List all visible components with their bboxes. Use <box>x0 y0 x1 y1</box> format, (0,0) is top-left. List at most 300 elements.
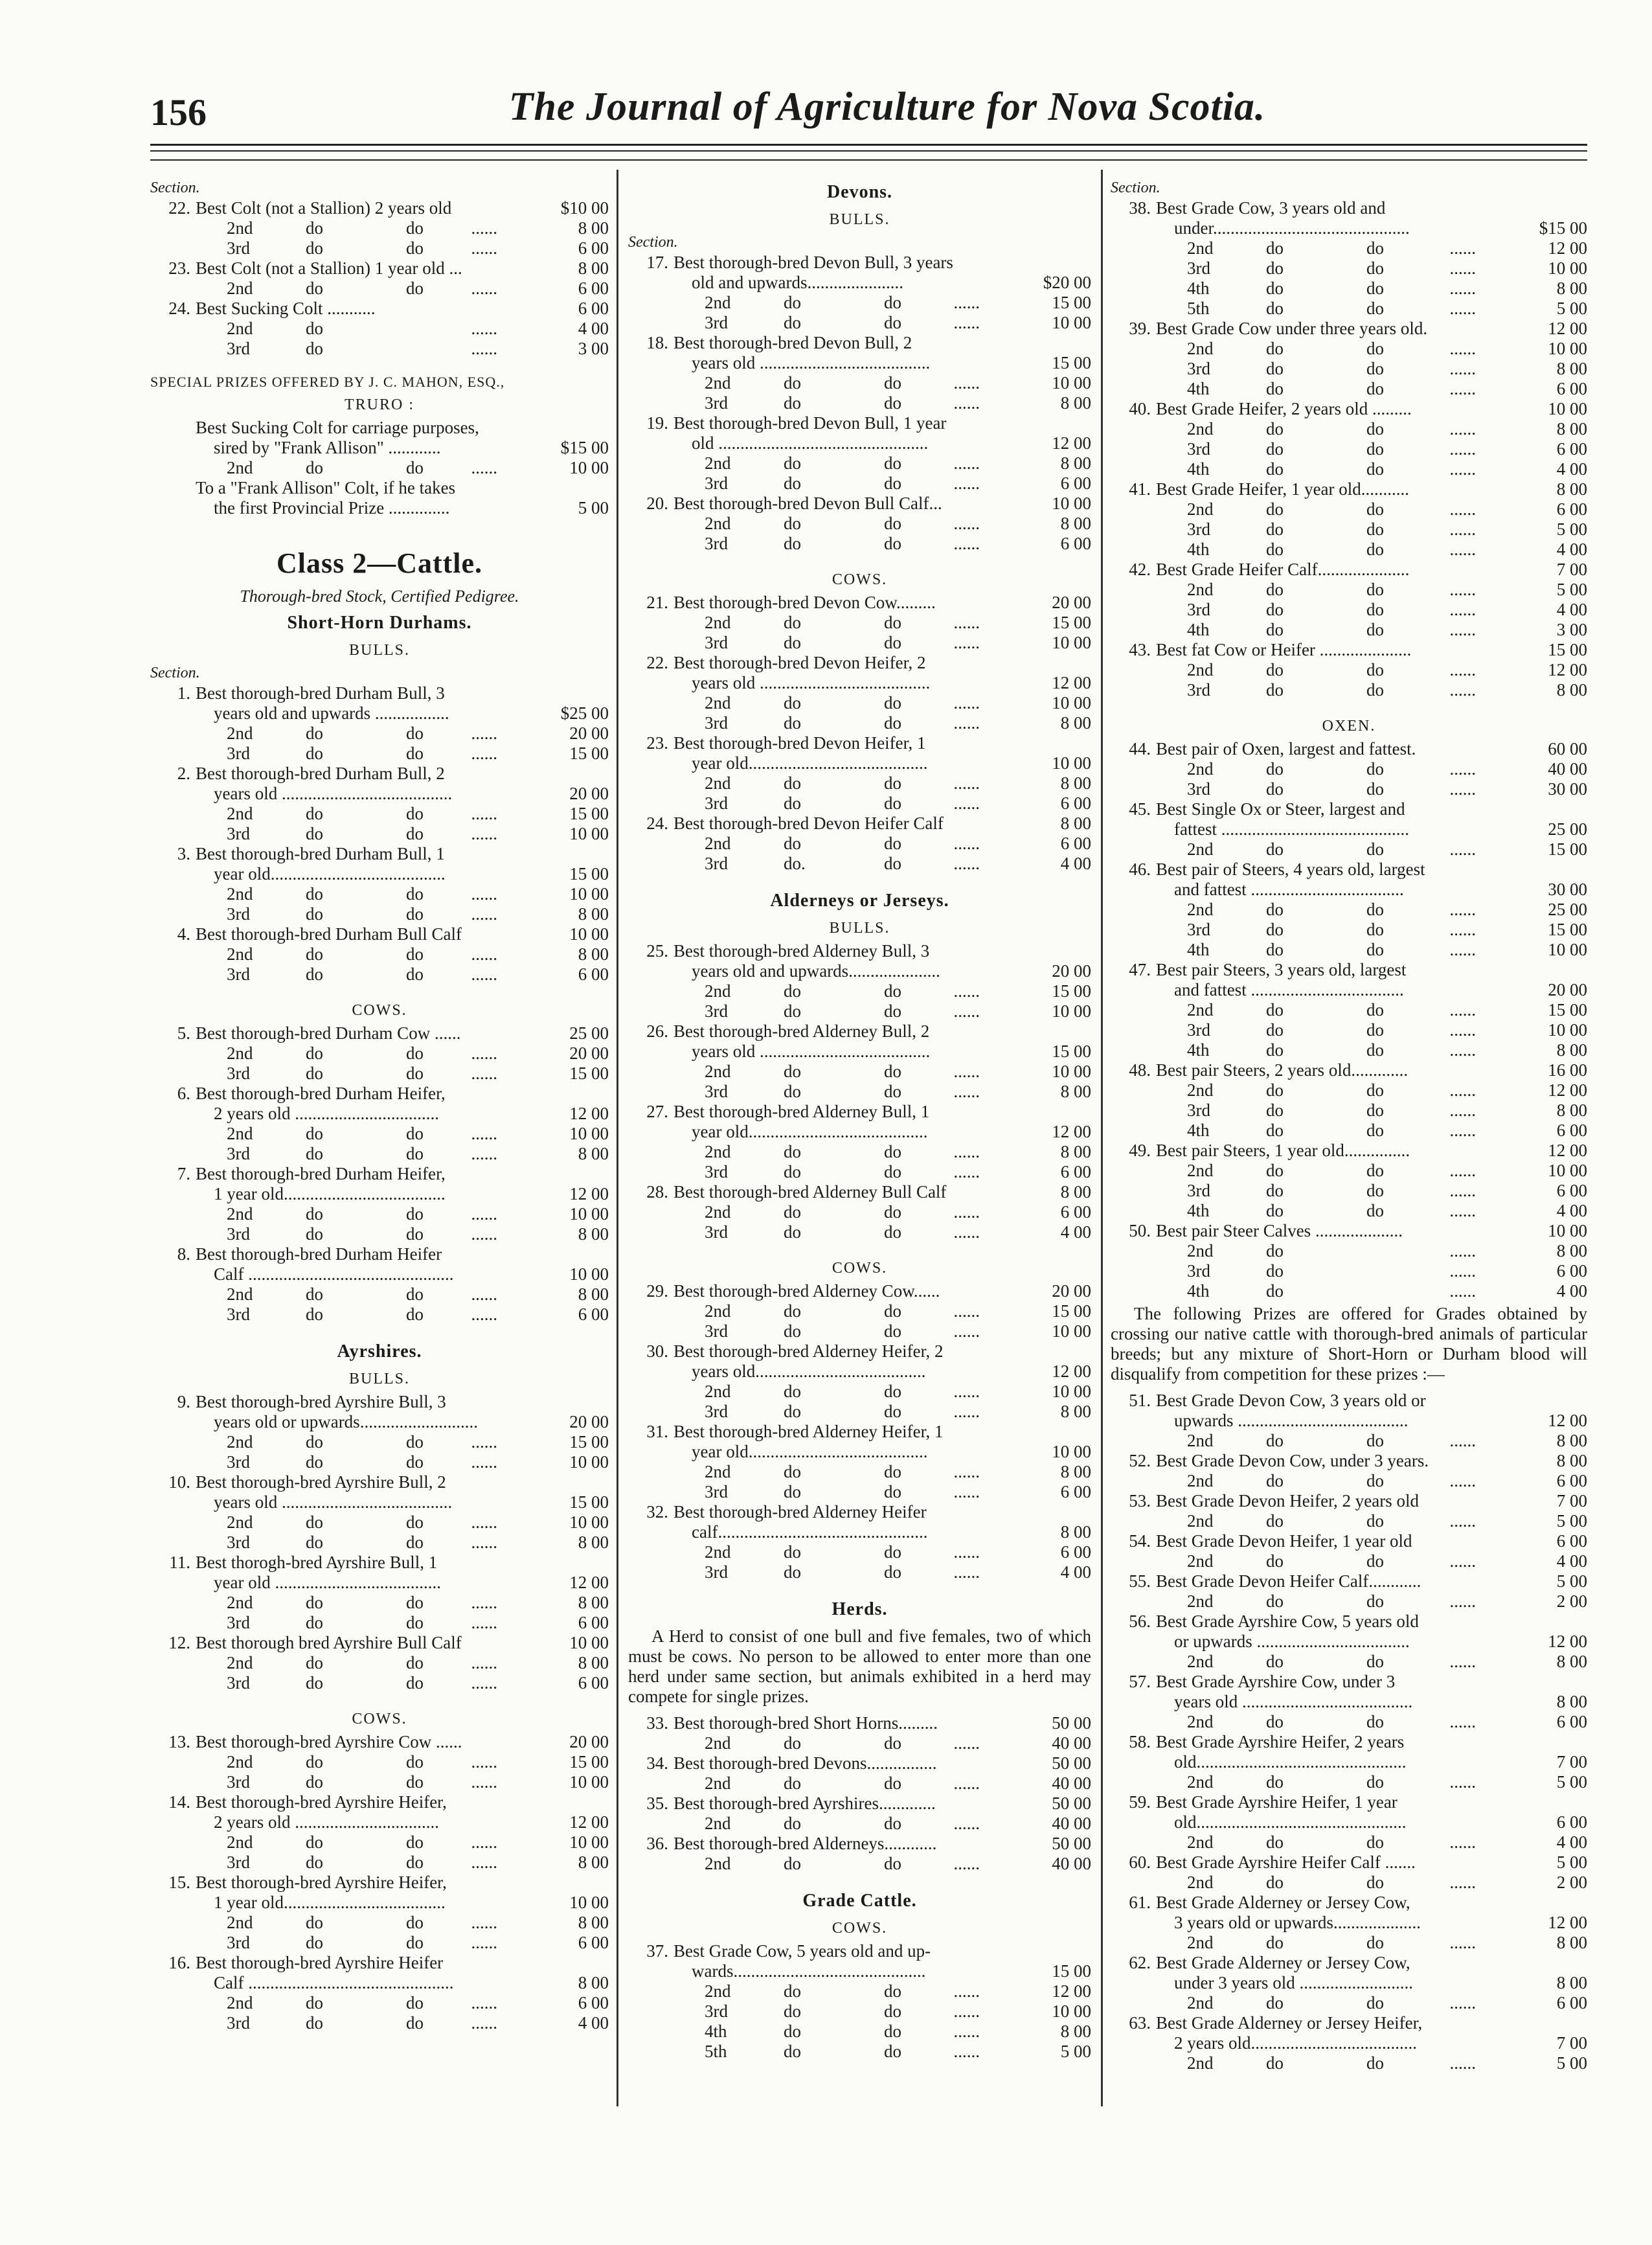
ditto-mark: do <box>1366 2053 1384 2073</box>
prize-rank-row <box>150 724 609 744</box>
section-number: 28. <box>646 1182 668 1202</box>
prize-entry-continued <box>1111 1411 1587 1431</box>
prize-amount: 10 00 <box>1052 1001 1091 1021</box>
ditto-mark: do <box>884 514 901 533</box>
prize-entry <box>628 1422 1091 1442</box>
prize-amount: 3 00 <box>1556 620 1587 639</box>
prize-amount: 6 00 <box>1060 1202 1091 1222</box>
prize-entry <box>1111 1852 1587 1873</box>
ditto-mark: do <box>406 218 424 238</box>
ditto-mark: do <box>784 1773 801 1793</box>
prize-amount: 2 00 <box>1556 1591 1587 1611</box>
ditto-mark: do <box>306 1933 323 1952</box>
prize-description: fattest ........................................... <box>1174 819 1409 839</box>
leader-dots: ...... <box>471 1043 497 1063</box>
ditto-mark: do <box>884 713 901 733</box>
prize-entry-continued <box>1111 2033 1587 2053</box>
prize-entry-continued <box>1111 1973 1587 1993</box>
ditto-mark: do <box>884 1202 901 1222</box>
prize-rank-row <box>150 279 609 299</box>
prize-description: Best thorough-bred Durham Heifer, <box>196 1084 446 1103</box>
leader-dots: ...... <box>1449 2053 1476 2073</box>
leader-dots: ...... <box>953 793 980 813</box>
rank-label: 3rd <box>1187 600 1210 619</box>
ditto-mark: do <box>884 2042 901 2061</box>
prize-entry <box>150 1472 609 1492</box>
prize-entry <box>1111 319 1587 339</box>
prize-rank-row <box>1111 1201 1587 1221</box>
prize-amount: 10 00 <box>569 1452 609 1472</box>
ditto-mark: do <box>884 1482 901 1501</box>
ditto-mark: do <box>884 773 901 793</box>
leader-dots: ...... <box>471 1284 497 1304</box>
prize-rank-row <box>150 1144 609 1164</box>
prize-amount: 8 00 <box>1556 1973 1587 1992</box>
ditto-mark: do <box>884 1462 901 1481</box>
ditto-mark: do <box>1266 299 1284 318</box>
leader-dots: ...... <box>953 313 980 332</box>
ditto-mark: do <box>784 1482 801 1501</box>
prize-entry-continued <box>150 703 609 724</box>
prize-amount: 10 00 <box>1052 1321 1091 1341</box>
ditto-mark: do <box>1266 1712 1284 1731</box>
prize-amount: 8 00 <box>578 1593 609 1612</box>
prize-description: Best thorough-bred Durham Bull, 3 <box>196 683 445 703</box>
prize-amount: 10 00 <box>1052 494 1091 513</box>
prize-amount: 10 00 <box>1052 633 1091 652</box>
prize-rank-row <box>1111 1000 1587 1020</box>
leader-dots: ...... <box>471 944 497 964</box>
ditto-mark: do <box>1366 620 1384 639</box>
prize-rank-row <box>150 1533 609 1553</box>
prize-rank-row <box>628 773 1091 793</box>
ditto-mark: do <box>406 1673 424 1692</box>
prize-amount: 6 00 <box>1060 1482 1091 1501</box>
rank-label: 3rd <box>227 1533 250 1552</box>
prize-description: Best thorough-bred Devon Bull, 2 <box>673 333 912 352</box>
subsection-heading: COWS. <box>352 1002 407 1019</box>
header-rule-bottom <box>150 159 1587 161</box>
section-number: 50. <box>1129 1221 1151 1240</box>
rank-label: 2nd <box>1187 1832 1214 1852</box>
ditto-mark: do <box>1266 1080 1284 1100</box>
rank-label: 2nd <box>1187 1471 1214 1490</box>
prize-amount: 40 00 <box>1052 1733 1091 1753</box>
prize-description: Best Grade Ayrshire Cow, under 3 <box>1156 1672 1396 1691</box>
prize-amount: 8 00 <box>1060 1142 1091 1161</box>
prize-rank-row <box>628 693 1091 713</box>
prize-description: Best Grade Devon Cow, 3 years old or <box>1156 1391 1426 1410</box>
prize-amount: 12 00 <box>1548 1411 1587 1430</box>
ditto-mark: do <box>1366 258 1384 278</box>
prize-description: Best Grade Alderney or Jersey Cow, <box>1156 1893 1410 1912</box>
prize-entry-continued <box>628 1042 1091 1062</box>
column-rule-1 <box>617 170 618 2106</box>
prize-entry-continued <box>628 1362 1091 1382</box>
subsection-heading: OXEN. <box>1322 718 1376 735</box>
prize-entry <box>1111 1612 1587 1632</box>
ditto-mark: do <box>784 1562 801 1582</box>
rank-label: 2nd <box>705 293 731 312</box>
prize-amount: 8 00 <box>578 904 609 924</box>
ditto-mark: do <box>1366 1121 1384 1140</box>
prize-amount: 15 00 <box>1052 353 1091 372</box>
section-number: 51. <box>1129 1391 1151 1410</box>
ditto-mark: do <box>884 534 901 553</box>
ditto-mark: do <box>1266 779 1284 799</box>
prize-entry <box>150 1164 609 1184</box>
prize-amount: 40 00 <box>1548 759 1587 779</box>
ditto-mark: do <box>1366 759 1384 779</box>
prize-rank-row <box>1111 238 1587 258</box>
ditto-mark: do <box>1266 839 1284 859</box>
ditto-mark: do <box>784 373 801 393</box>
prize-description: Best Grade Cow under three years old. <box>1156 319 1428 338</box>
ditto-mark: do <box>1366 580 1384 599</box>
prize-description: Best thorough-bred Alderney Bull, 3 <box>673 941 930 961</box>
prize-rank-row <box>150 319 609 339</box>
prize-amount: 12 00 <box>1548 1141 1587 1160</box>
ditto-mark: do <box>1366 1471 1384 1490</box>
prize-rank-row <box>1111 258 1587 279</box>
prize-amount: 6 00 <box>1556 1471 1587 1490</box>
prize-rank-row <box>150 804 609 824</box>
section-number: 25. <box>646 941 668 961</box>
ditto-mark: do <box>1266 459 1284 479</box>
prize-description: Best thorough-bred Ayrshires............. <box>673 1794 936 1813</box>
rank-label: 2nd <box>705 373 731 393</box>
prize-rank-row <box>1111 1652 1587 1672</box>
prize-amount: 50 00 <box>1052 1834 1091 1853</box>
prize-entry <box>628 1753 1091 1773</box>
prize-amount: 8 00 <box>1060 1402 1091 1421</box>
rank-label: 2nd <box>1187 900 1214 919</box>
section-number: 17. <box>646 253 668 272</box>
leader-dots: ...... <box>1449 1121 1476 1140</box>
spacer <box>628 1582 1091 1595</box>
rank-label: 3rd <box>227 1452 250 1472</box>
ditto-mark: do <box>784 1321 801 1341</box>
leader-dots: ...... <box>471 1613 497 1632</box>
rank-label: 2nd <box>705 613 731 632</box>
spacer <box>150 359 609 372</box>
prize-rank-row <box>1111 1121 1587 1141</box>
prize-amount: 4 00 <box>1060 854 1091 873</box>
prize-amount: 15 00 <box>569 864 609 883</box>
prize-entry <box>628 1713 1091 1733</box>
ditto-mark: do <box>1366 339 1384 358</box>
leader-dots: ...... <box>471 339 497 358</box>
ditto-mark: do <box>784 1854 801 1873</box>
prize-amount: 15 00 <box>569 1432 609 1452</box>
leader-dots: ...... <box>953 1142 980 1161</box>
ditto-mark: do <box>306 1144 323 1163</box>
prize-description: years old and upwards ................. <box>214 703 449 723</box>
prize-rank-row <box>1111 519 1587 540</box>
prize-entry <box>628 1941 1091 1961</box>
ditto-mark: do <box>784 793 801 813</box>
ditto-mark: do <box>406 1593 424 1612</box>
prize-description: Best Grade Ayrshire Cow, 5 years old <box>1156 1612 1419 1631</box>
leader-dots: ...... <box>471 238 497 258</box>
prize-amount: 60 00 <box>1548 739 1587 758</box>
section-number: 33. <box>646 1713 668 1733</box>
prize-description: Best thorough-bred Devon Heifer, 1 <box>673 733 926 753</box>
leader-dots: ...... <box>1449 439 1476 459</box>
ditto-mark: do <box>306 724 323 743</box>
prize-description: Best thorough-bred Devons................ <box>673 1753 937 1773</box>
rank-label: 3rd <box>705 2001 728 2021</box>
prize-amount: 16 00 <box>1548 1060 1587 1080</box>
ditto-mark: do <box>784 1814 801 1833</box>
leader-dots: ...... <box>1449 238 1476 258</box>
prize-amount: 5 00 <box>1556 2053 1587 2073</box>
rank-label: 2nd <box>227 319 253 338</box>
prize-description: Best Grade Devon Heifer, 2 years old <box>1156 1491 1420 1510</box>
ditto-mark: do <box>1266 1040 1284 1060</box>
rank-label: 3rd <box>227 1305 250 1324</box>
rank-label: 3rd <box>227 339 250 358</box>
ditto-mark: do <box>406 1452 424 1472</box>
rank-label: 3rd <box>1187 680 1210 700</box>
prize-description: Best pair of Oxen, largest and fattest. <box>1156 739 1416 758</box>
prize-amount: 12 00 <box>1052 433 1091 453</box>
prize-amount: 8 00 <box>1556 680 1587 700</box>
section-heading: Short-Horn Durhams. <box>287 613 472 633</box>
rank-label: 5th <box>705 2042 727 2061</box>
leader-dots: ...... <box>471 884 497 904</box>
leader-dots: ...... <box>953 1482 980 1501</box>
prize-rank-row <box>628 1482 1091 1502</box>
prize-amount: 12 00 <box>569 1184 609 1203</box>
ditto-mark: do <box>784 2001 801 2021</box>
ditto-mark: do <box>406 238 424 258</box>
prize-entry-continued <box>1111 880 1587 900</box>
rank-label: 3rd <box>227 1673 250 1692</box>
ditto-mark: do <box>1266 1431 1284 1450</box>
prize-rank-row <box>1111 1551 1587 1571</box>
prize-rank-row <box>1111 900 1587 920</box>
ditto-mark: do <box>1266 1873 1284 1892</box>
rank-label: 2nd <box>705 1773 731 1793</box>
prize-amount: 10 00 <box>1052 1382 1091 1401</box>
ditto-mark: do <box>1366 1100 1384 1120</box>
section-number: 18. <box>646 333 668 352</box>
leader-dots: ...... <box>1449 279 1476 298</box>
prize-rank-row <box>628 613 1091 633</box>
rank-label: 3rd <box>227 1064 250 1083</box>
leader-dots: ...... <box>1449 359 1476 378</box>
leader-dots: ...... <box>471 1064 497 1083</box>
prize-amount: 6 00 <box>1556 1181 1587 1200</box>
spacer <box>628 874 1091 887</box>
column-right <box>1111 178 1587 2073</box>
prize-rank-row <box>150 1832 609 1852</box>
ditto-mark: do <box>1266 540 1284 559</box>
section-number: 47. <box>1129 960 1151 979</box>
prize-rank-row <box>628 1301 1091 1321</box>
ditto-mark: do <box>1366 379 1384 398</box>
prize-description: calf................................................ <box>692 1522 928 1542</box>
ditto-mark: do <box>1266 439 1284 459</box>
prize-amount: 10 00 <box>1052 313 1091 332</box>
prize-rank-row <box>1111 1772 1587 1792</box>
prize-amount: $15 00 <box>560 438 609 457</box>
leader-dots: ...... <box>1449 940 1476 959</box>
prize-amount: 20 00 <box>569 1412 609 1431</box>
prize-rank-row <box>150 1852 609 1873</box>
section-number: 31. <box>646 1422 668 1441</box>
prize-description: Best thorough-bred Ayrshire Bull, 3 <box>196 1392 446 1411</box>
ditto-mark: do <box>884 834 901 853</box>
prize-description: Best Grade Alderney or Jersey Heifer, <box>1156 2013 1423 2033</box>
rank-label: 2nd <box>1187 1511 1214 1531</box>
ditto-mark: do <box>306 1064 323 1083</box>
ditto-mark: do <box>1266 419 1284 439</box>
ditto-mark: do <box>784 1402 801 1421</box>
ditto-mark: do <box>306 1452 323 1472</box>
ditto-mark: do <box>884 1062 901 1081</box>
ditto-mark: do <box>306 1224 323 1244</box>
prize-description: years old ....................................... <box>692 353 931 372</box>
ditto-mark: do <box>784 1382 801 1401</box>
prize-description: under 3 years old .......................... <box>1174 1973 1413 1992</box>
ditto-mark: do <box>406 279 424 298</box>
leader-dots: ...... <box>1449 1772 1476 1792</box>
prize-amount: 8 00 <box>578 1144 609 1163</box>
prize-amount: 50 00 <box>1052 1713 1091 1733</box>
prize-amount: 15 00 <box>569 1492 609 1512</box>
prize-rank-row <box>1111 1873 1587 1893</box>
leader-dots: ...... <box>953 1562 980 1582</box>
prize-description: Best thorough-bred Ayrshire Bull, 2 <box>196 1472 446 1492</box>
rank-label: 2nd <box>1187 759 1214 779</box>
prize-description: Calf ............................................... <box>214 1973 454 1992</box>
prize-amount: 6 00 <box>1556 1121 1587 1140</box>
prize-rank-row <box>150 1673 609 1693</box>
prize-rank-row <box>150 1124 609 1144</box>
prize-rank-row <box>628 1382 1091 1402</box>
prize-description: Best thorough-bred Durham Bull, 2 <box>196 764 445 783</box>
ditto-mark: do <box>406 1913 424 1932</box>
leader-dots: ...... <box>953 534 980 553</box>
ditto-mark: do <box>306 904 323 924</box>
rank-label: 2nd <box>705 981 731 1001</box>
prize-amount: 8 00 <box>1060 1082 1091 1101</box>
prize-description: upwards ....................................... <box>1174 1411 1409 1430</box>
prize-rank-row <box>1111 339 1587 359</box>
ditto-mark: do <box>1266 759 1284 779</box>
leader-dots: ...... <box>953 1733 980 1753</box>
prize-description: old and upwards...................... <box>692 273 903 292</box>
ditto-mark: do <box>784 713 801 733</box>
prize-amount: 12 00 <box>1548 660 1587 679</box>
prize-description: Best Grade Ayrshire Heifer, 2 years <box>1156 1732 1405 1751</box>
prize-amount: 4 00 <box>1060 1222 1091 1242</box>
ditto-mark: do <box>406 1653 424 1672</box>
prize-entry <box>628 941 1091 961</box>
prize-rank-row <box>1111 1471 1587 1491</box>
prize-amount: 6 00 <box>1556 1261 1587 1281</box>
rank-label: 3rd <box>227 744 250 763</box>
prize-description: Best thorough-bred Devon Bull, 1 year <box>673 413 947 433</box>
prize-rank-row <box>150 458 609 478</box>
rank-label: 2nd <box>705 1142 731 1161</box>
spacer <box>1111 700 1587 713</box>
prize-rank-row <box>1111 279 1587 299</box>
prize-description: 2 years old ................................. <box>214 1812 439 1832</box>
prize-amount: 4 00 <box>578 319 609 338</box>
prize-description: years old ....................................... <box>692 673 931 692</box>
leader-dots: ...... <box>471 1993 497 2012</box>
prize-amount: 8 00 <box>1060 453 1091 473</box>
prize-amount: $20 00 <box>1043 273 1091 292</box>
section-number: 27. <box>646 1102 668 1121</box>
section-number: 29. <box>646 1281 668 1301</box>
prize-amount: 10 00 <box>569 924 609 944</box>
leader-dots: ...... <box>471 824 497 843</box>
rank-label: 4th <box>705 2022 727 2041</box>
prize-amount: 15 00 <box>1548 640 1587 659</box>
prize-entry <box>1111 1732 1587 1752</box>
section-number: 36. <box>646 1834 668 1853</box>
rank-label: 2nd <box>1187 1431 1214 1450</box>
section-heading: Ayrshires. <box>337 1341 422 1362</box>
section-number: 48. <box>1129 1060 1151 1080</box>
prize-rank-row <box>628 313 1091 333</box>
rank-label: 2nd <box>227 1653 253 1672</box>
leader-dots: ...... <box>953 1773 980 1793</box>
prize-description: years old and upwards..................... <box>692 961 940 981</box>
ditto-mark: do <box>406 1144 424 1163</box>
prize-entry <box>628 653 1091 673</box>
prize-amount: 6 00 <box>1556 1812 1587 1832</box>
prize-description: Best thorough-bred Alderney Bull Calf <box>673 1182 947 1202</box>
prize-amount: 10 00 <box>1548 940 1587 959</box>
leader-dots: ...... <box>471 1432 497 1452</box>
prize-rank-row <box>628 1733 1091 1753</box>
prize-rank-row <box>1111 439 1587 459</box>
rank-label: 4th <box>1187 1281 1210 1301</box>
section-number: 1. <box>177 683 190 703</box>
ditto-mark: do <box>784 2022 801 2041</box>
prize-rank-row <box>1111 1511 1587 1531</box>
leader-dots: ...... <box>1449 1551 1476 1571</box>
ditto-mark: do <box>306 339 323 358</box>
special-prizes-heading: SPECIAL PRIZES OFFERED BY J. C. MAHON, ESQ., <box>150 374 505 390</box>
leader-dots: ...... <box>471 1653 497 1672</box>
section-number: 15. <box>168 1873 190 1892</box>
prize-entry <box>150 683 609 703</box>
rank-label: 2nd <box>1187 499 1214 519</box>
rank-label: 2nd <box>227 1432 253 1452</box>
prize-amount: 12 00 <box>1052 673 1091 692</box>
rank-label: 3rd <box>227 2013 250 2033</box>
prize-amount: 10 00 <box>1052 693 1091 712</box>
prize-amount: 5 00 <box>1556 1511 1587 1531</box>
prize-description: years old ....................................... <box>214 1492 453 1512</box>
rank-label: 3rd <box>227 1613 250 1632</box>
prize-amount: 10 00 <box>1548 1221 1587 1240</box>
rank-label: 2nd <box>705 1202 731 1222</box>
prize-rank-row <box>150 1224 609 1244</box>
rank-label: 4th <box>1187 279 1210 298</box>
prize-rank-row <box>628 2042 1091 2062</box>
ditto-mark: do <box>784 1202 801 1222</box>
leader-dots: ...... <box>953 834 980 853</box>
prize-entry-continued <box>150 1104 609 1124</box>
ditto-mark: do <box>406 1772 424 1792</box>
